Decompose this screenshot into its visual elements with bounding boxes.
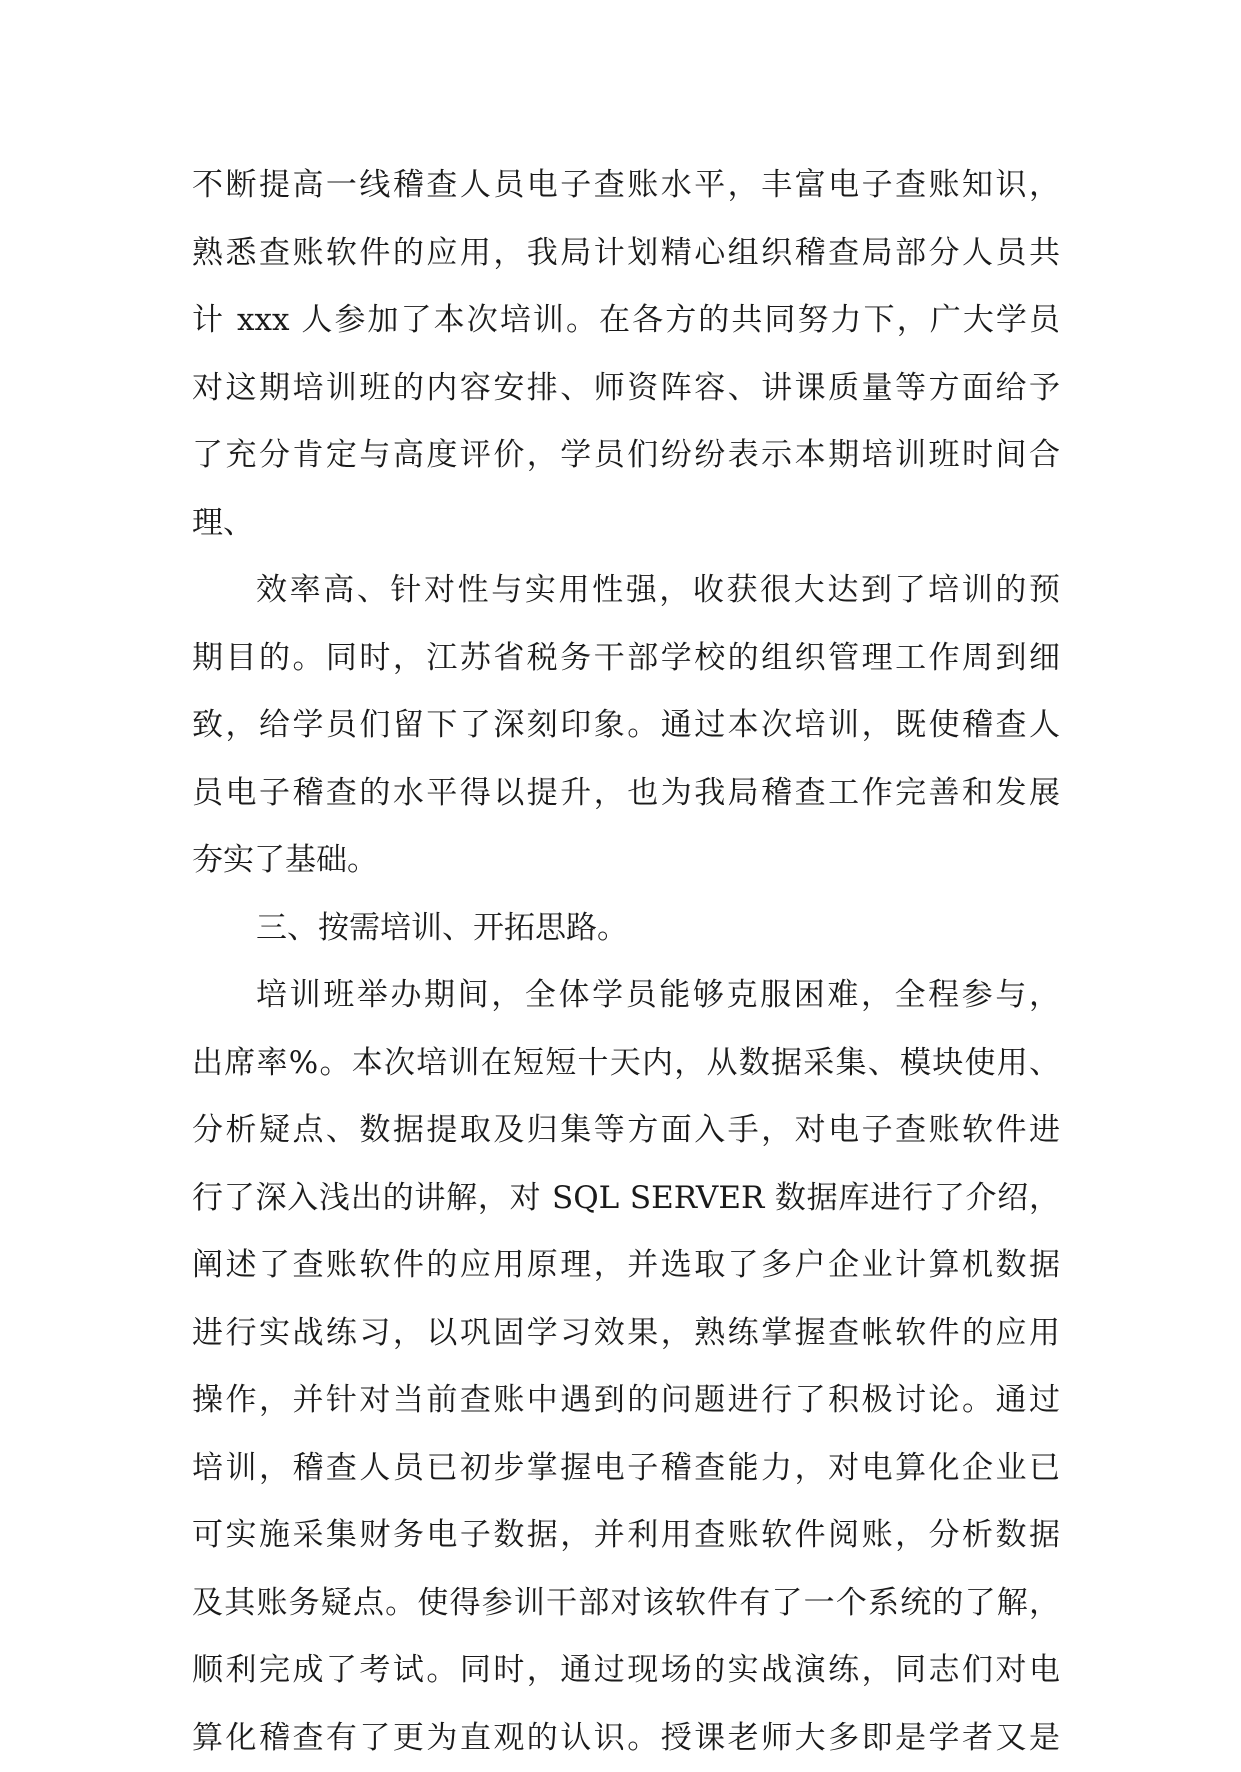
text-line: 培训班举办期间，全体学员能够克服困难，全程参与， (192, 962, 1060, 1030)
text-line: 分析疑点、数据提取及归集等方面入手，对电子查账软件进 (192, 1097, 1060, 1165)
text-line: 阐述了查账软件的应用原理，并选取了多户企业计算机数据 (192, 1232, 1060, 1300)
text-line: 致，给学员们留下了深刻印象。通过本次培训，既使稽查人 (192, 692, 1060, 760)
text-line: 进行实战练习，以巩固学习效果，熟练掌握查帐软件的应用 (192, 1300, 1060, 1368)
section-heading: 三、按需培训、开拓思路。 (192, 895, 1060, 963)
text-line: 效率高、针对性与实用性强，收获很大达到了培训的预 (192, 557, 1060, 625)
text-line: 及其账务疑点。使得参训干部对该软件有了一个系统的了解， (192, 1570, 1060, 1638)
text-line: 夯实了基础。 (192, 827, 1060, 895)
text-line: 顺利完成了考试。同时，通过现场的实战演练，同志们对电 (192, 1637, 1060, 1705)
text-line: 期目的。同时，江苏省税务干部学校的组织管理工作周到细 (192, 625, 1060, 693)
document-body (192, 152, 1060, 1772)
text-line: 可实施采集财务电子数据，并利用查账软件阅账，分析数据 (192, 1502, 1060, 1570)
text-line: 出席率%。本次培训在短短十天内，从数据采集、模块使用、 (192, 1030, 1060, 1098)
text-line: 培训，稽查人员已初步掌握电子稽查能力，对电算化企业已 (192, 1435, 1060, 1503)
text-line: 操作，并针对当前查账中遇到的问题进行了积极讨论。通过 (192, 1367, 1060, 1435)
text-line: 理、 (192, 490, 1060, 558)
text-line: 对这期培训班的内容安排、师资阵容、讲课质量等方面给予 (192, 355, 1060, 423)
text-line: 熟悉查账软件的应用，我局计划精心组织稽查局部分人员共 (192, 220, 1060, 288)
text-line: 算化稽查有了更为直观的认识。授课老师大多即是学者又是 (192, 1705, 1060, 1772)
text-line: 了充分肯定与高度评价，学员们纷纷表示本期培训班时间合 (192, 422, 1060, 490)
text-line: 计 xxx 人参加了本次培训。在各方的共同努力下，广大学员 (192, 287, 1060, 355)
text-line: 员电子稽查的水平得以提升，也为我局稽查工作完善和发展 (192, 760, 1060, 828)
text-line: 不断提高一线稽查人员电子查账水平，丰富电子查账知识， (192, 152, 1060, 220)
text-line: 行了深入浅出的讲解，对 SQL SERVER 数据库进行了介绍， (192, 1165, 1060, 1233)
